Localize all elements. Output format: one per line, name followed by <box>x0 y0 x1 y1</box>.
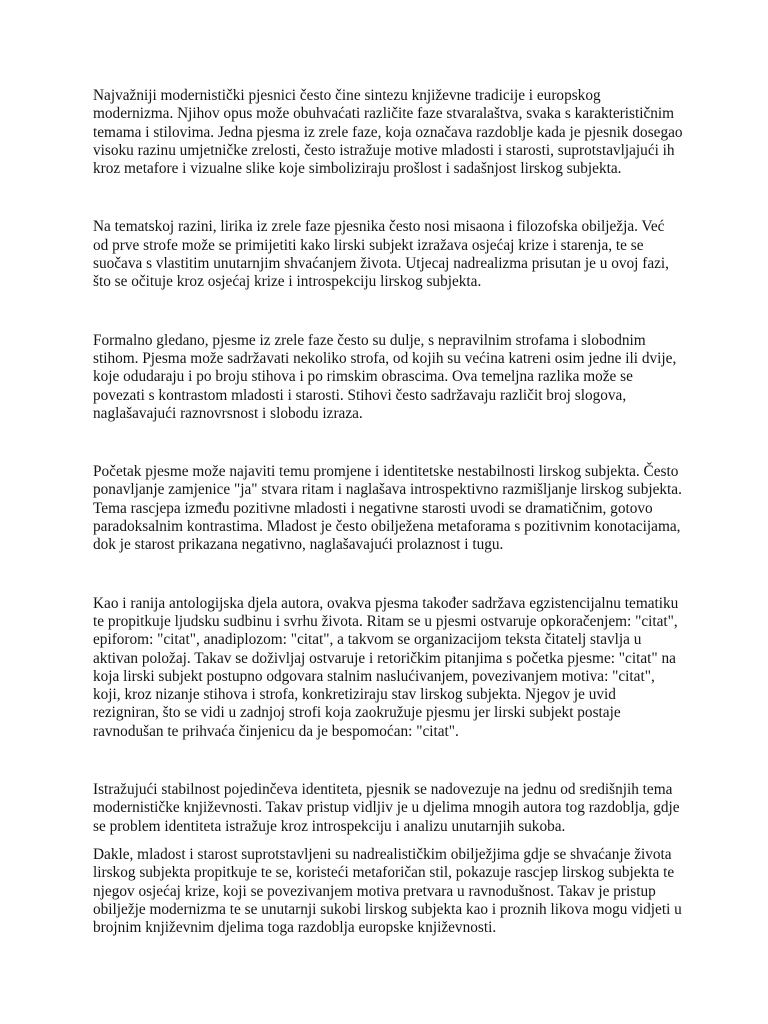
paragraph-4: Početak pjesme može najaviti temu promjene i identitetske nestabilnosti lirskog subjekta. Često ponavljanje zamjenice "ja" stvara ritam i naglašava introspektivno razmišljanje lirskog subjekta. Tema rascjepa između pozitivne mladosti i negativne starosti uvodi se dramatičnim, gotovo paradoksalnim kontrastima. Mladost je često obilježena metaforama s pozitivnim konotacijama, dok je starost prikazana negativno, naglašavajući prolaznost i tugu. <box>93 463 682 554</box>
document-page <box>93 87 683 937</box>
paragraph-6: Istražujući stabilnost pojedinčeva identiteta, pjesnik se nadovezuje na jednu od središnjih tema modernističke književnosti. Takav pristup vidljiv je u djelima mnogih autora tog razdoblja, gdje se problem identiteta istražuje kroz introspekciju i analizu unutarnjih sukoba. <box>93 781 680 835</box>
paragraph-2: Na tematskoj razini, lirika iz zrele faze pjesnika često nosi misaona i filozofska obilježja. Već od prve strofe može se primijetiti kako lirski subjekt izražava osjećaj krize i starenja, te se suočava s vlastitim unutarnjim shvaćanjem života. Utjecaj nadrealizma prisutan je u ovoj fazi, što se očituje kroz osjećaj krize i introspekciju lirskog subjekta. <box>93 218 669 291</box>
paragraph-7: Dakle, mladost i starost suprotstavljeni su nadrealističkim obilježjima gdje se shvaćanje života lirskog subjekta propitkuje te se, koristeći metaforičan stil, pokazuje rascjep lirskog subjekta te njegov osjećaj krize, koji se povezivanjem motiva pretvara u ravnodušnost. Takav je pristup obilježje modernizma te se unutarnji sukobi lirskog subjekta kao i proznih likova mogu vidjeti u brojnim književnim djelima toga razdoblja europske književnosti. <box>93 845 682 937</box>
paragraph-1: Najvažniji modernistički pjesnici često čine sintezu književne tradicije i europskog modernizma. Njihov opus može obuhvaćati različite faze stvaralaštva, svaka s karakterističnim temama i stilovima. Jedna pjesma iz zrele faze, koja označava razdoblje kada je pjesnik dosegao visoku razinu umjetničke zrelosti, često istražuje motive mladosti i starosti, suprotstavljajući ih kroz metafore i vizualne slike koje simboliziraju prošlost i sadašnjost lirskog subjekta. <box>93 87 683 178</box>
paragraph-5: Kao i ranija antologijska djela autora, ovakva pjesma također sadržava egzistencijalnu tematiku te propitkuje ljudsku sudbinu i svrhu života. Ritam se u pjesmi ostvaruje opkoračenjem: "citat", epiforom: "citat", anadiplozom: "citat", a takvom se organizacijom teksta čitatelj stavlja u aktivan položaj. Takav se doživljaj ostvaruje i retoričkim pitanjima s početka pjesme: "citat" na koja lirski subjekt postupno odgovara stalnim naslućivanjem, povezivanjem motiva: "citat", koji, kroz nizanje stihova i strofa, konkretiziraju stav lirskog subjekta. Njegov je uvid rezigniran, što se vidi u zadnjoj strofi koja zaokružuje pjesmu jer lirski subjekt postaje ravnodušan te prihvaća činjenicu da je bespomoćan: "citat". <box>93 594 679 740</box>
paragraph-3: Formalno gledano, pjesme iz zrele faze često su dulje, s nepravilnim strofama i slobodnim stihom. Pjesma može sadržavati nekoliko strofa, od kojih su većina katreni osim jedne ili dvije, koje odudaraju i po broju stihova i po rimskim obrascima. Ova temeljna razlika može se povezati s kontrastom mladosti i starosti. Stihovi često sadržavaju različit broj slogova, naglašavajući raznovrsnost i slobodu izraza. <box>93 331 677 422</box>
